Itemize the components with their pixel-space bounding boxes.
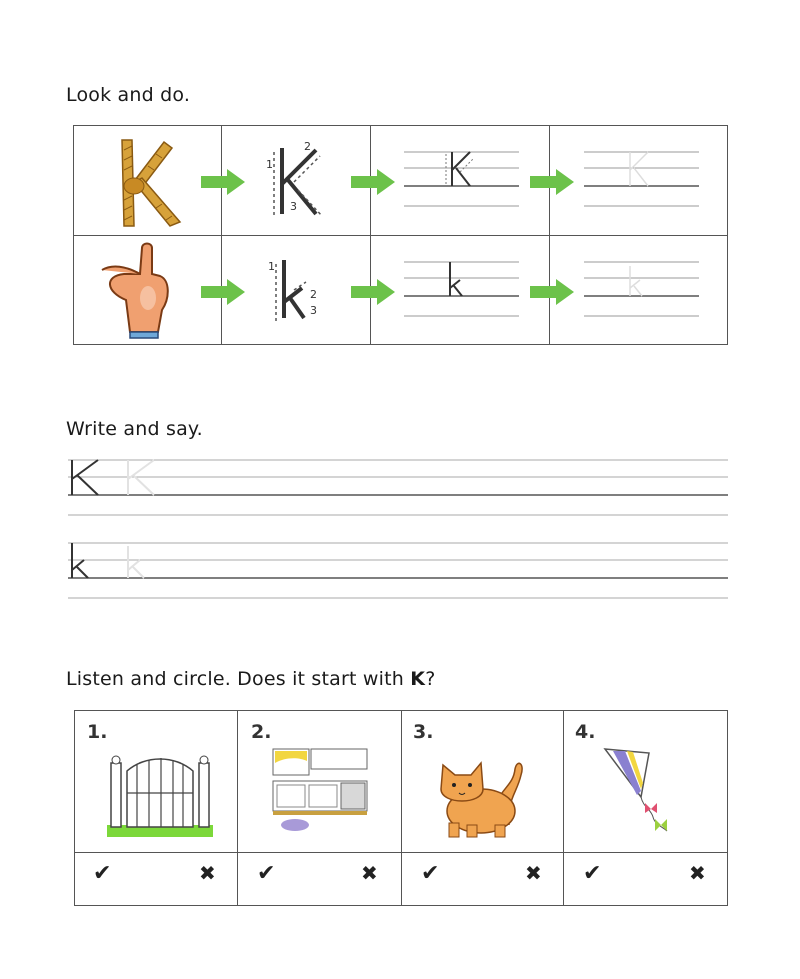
svg-text:3: 3 — [310, 304, 317, 317]
writing-lines-lowercase — [68, 538, 728, 603]
instruction-listen-and-circle: Listen and circle. Does it start with K? — [66, 668, 436, 690]
svg-text:1: 1 — [266, 158, 273, 171]
svg-text:3: 3 — [290, 200, 297, 213]
picture-number: 4. — [575, 721, 596, 743]
svg-text:1: 1 — [268, 260, 275, 273]
arrow-icon — [349, 168, 397, 196]
ruled-lines-lowercase-k — [404, 258, 519, 320]
picture-table — [74, 710, 728, 906]
arrow-icon — [528, 278, 576, 306]
svg-text:2: 2 — [310, 288, 317, 301]
arrow-icon — [349, 278, 397, 306]
tick-button[interactable]: ✔ — [93, 861, 112, 886]
cross-button[interactable]: ✖ — [689, 861, 706, 885]
gate-icon — [105, 749, 215, 841]
picture-number: 3. — [413, 721, 434, 743]
tick-button[interactable]: ✔ — [421, 861, 440, 886]
kite-icon — [601, 747, 685, 843]
cross-button[interactable]: ✖ — [199, 861, 216, 885]
writing-lines-uppercase — [68, 455, 728, 520]
arrow-icon — [199, 278, 247, 306]
cross-button[interactable]: ✖ — [525, 861, 542, 885]
k-stroke-order-icon — [264, 142, 334, 222]
arrow-icon — [528, 168, 576, 196]
picture-number: 2. — [251, 721, 272, 743]
ruled-lines-k-faint — [584, 148, 699, 210]
tracing-table — [73, 125, 728, 345]
cross-button[interactable]: ✖ — [361, 861, 378, 885]
arrow-icon — [199, 168, 247, 196]
picture-number: 1. — [87, 721, 108, 743]
instruction-look-and-do: Look and do. — [66, 84, 191, 106]
tick-button[interactable]: ✔ — [257, 861, 276, 886]
tick-button[interactable]: ✔ — [583, 861, 602, 886]
ruled-lines-k — [404, 148, 519, 210]
svg-text:2: 2 — [304, 140, 311, 153]
hand-sign-icon — [96, 240, 186, 340]
instruction-write-and-say: Write and say. — [66, 418, 203, 440]
ruled-lines-lowercase-k-faint — [584, 258, 699, 320]
lowercase-k-stroke-order-icon — [266, 252, 336, 332]
rope-k-icon — [112, 138, 182, 228]
cat-icon — [433, 749, 529, 841]
kitchen-icon — [271, 747, 371, 837]
